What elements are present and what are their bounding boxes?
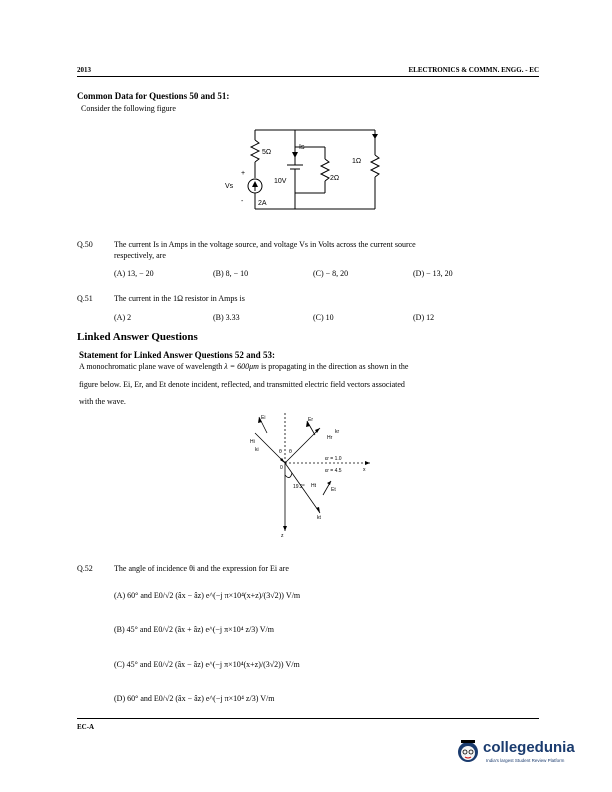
label-z-axis: z [281,533,284,539]
q50-number: Q.50 [77,240,93,249]
q52-text: The angle of incidence θi and the expression for Ei are [114,564,289,573]
q51-option-d: (D) 12 [413,313,435,322]
wavelength-value: λ = 600μm [224,362,259,371]
linked-statement-title: Statement for Linked Answer Questions 52 and 53: [79,350,275,360]
label-theta-r: θ [289,449,292,455]
logo-text: collegedunia [483,739,575,756]
label-kr: kr [335,429,340,435]
linked-heading: Linked Answer Questions [77,331,198,343]
q52-number: Q.52 [77,564,93,573]
label-hr: Hr [327,435,333,441]
label-ki: ki [255,447,259,453]
logo-tagline: India's largest Student Review Platform [486,758,565,763]
label-kt: kt [317,515,321,521]
q50-option-b: (B) 8, − 10 [213,269,249,278]
q50-option-c: (C) − 8, 20 [313,269,349,278]
label-theta-i: θ [279,449,282,455]
resistor-2ohm [321,159,329,181]
label-ei: Ei [261,415,266,421]
label-et: Et [331,487,336,493]
resistor-1ohm [371,155,379,177]
q50-option-a: (A) 13, − 20 [114,269,154,278]
footer-rule [77,718,539,719]
label-1ohm: 1Ω [352,158,362,165]
label-hi: Hi [250,439,255,445]
linked-line2: figure below. Ei, Er, and Et denote incident, reflected, and transmitted electric field vectors associated [79,380,405,389]
common-data-title: Common Data for Questions 50 and 51: [77,91,230,101]
q52-option-d: (D) 60° and E0/√2 (âx − âz) e^(−j π×10⁴ z/3) V/m [114,694,275,703]
q51-number: Q.51 [77,294,93,303]
header-rule [77,76,539,77]
q52-option-b: (B) 45° and E0/√2 (âx + âz) e^(−j π×10⁴ z/3) V/m [114,625,275,634]
resistor-5ohm [251,140,259,162]
label-eps1: εr = 1.0 [325,456,342,462]
footer-code: EC-A [77,723,95,731]
label-plus: + [241,170,246,177]
wave-diagram [245,413,375,543]
q51-option-c: (C) 10 [313,313,334,322]
common-data-intro: Consider the following figure [81,104,176,113]
label-2ohm: 2Ω [330,175,340,182]
q51-option-b: (B) 3.33 [213,313,240,322]
label-angle-t: 19.2° [293,484,305,490]
q50-text-line2: respectively, are [114,251,166,260]
label-minus: - [241,198,244,205]
q51-option-a: (A) 2 [114,313,132,322]
label-vs: Vs [225,183,234,190]
label-10v: 10V [274,178,287,185]
linked-line3: with the wave. [79,397,126,406]
q51-text: The current in the 1Ω resistor in Amps is [114,294,245,303]
label-ht: Ht [311,483,316,489]
label-2a: 2A [258,200,267,207]
exam-subject: ELECTRONICS & COMMN. ENGG. - EC [408,66,539,74]
exam-year: 2013 [77,66,91,74]
q50-option-d: (D) − 13, 20 [413,269,453,278]
q50-text-line1: The current Is in Amps in the voltage source, and voltage Vs in Volts across the current source [114,240,416,249]
q52-option-c: (C) 45° and E0/√2 (âx − âz) e^(−j π×10⁴(x+z)/(3√2)) V/m [114,660,300,669]
label-er: Er [308,417,313,423]
q52-option-a: (A) 60° and E0/√2 (âx − âz) e^(−j π×10⁴(x+z)/(3√2)) V/m [114,591,301,600]
collegedunia-logo [455,734,585,774]
label-x-axis: x [363,467,366,473]
label-eps2: εr = 4.5 [325,468,342,474]
logo-mascot-icon [455,738,481,768]
circuit-diagram [215,125,390,215]
label-origin: 0 [280,465,283,471]
linked-line1: A monochromatic plane wave of wavelength λ = 600μm is propagating in the direction as shown in the [79,362,409,371]
label-is: Is [299,144,305,151]
label-5ohm: 5Ω [262,149,272,156]
